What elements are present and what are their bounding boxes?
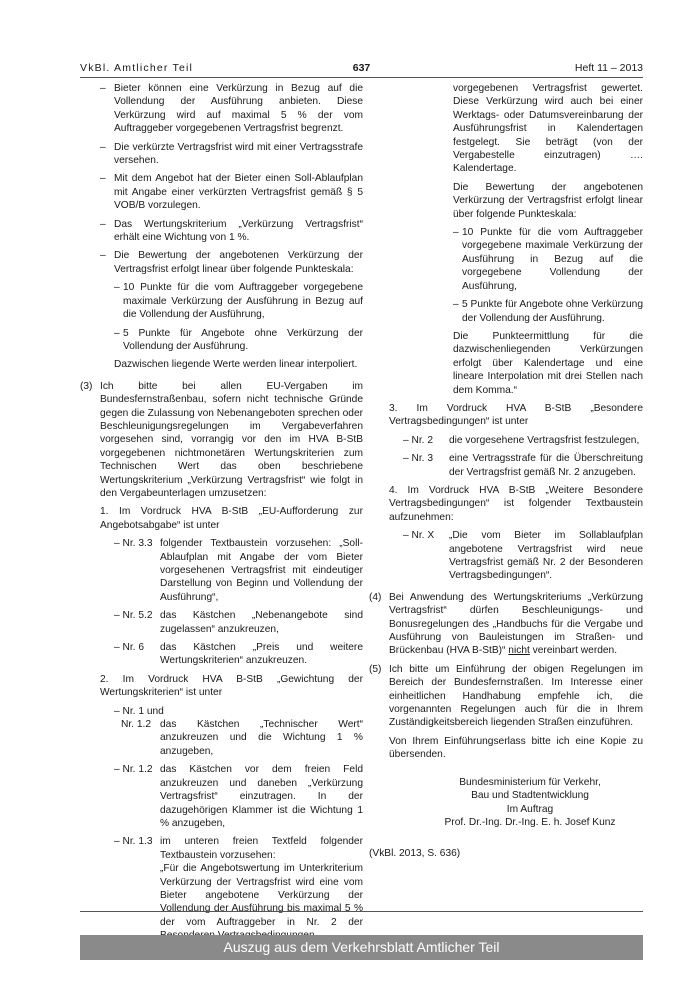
scale-item: – 5 Punkte für Angebote ohne Verkürzung der Vollendung der Ausführung.	[453, 299, 643, 324]
nr-label: – Nr. 1 und	[114, 705, 164, 717]
paragraph: Die Punkteermittlung für die dazwischenliegenden Verkürzungen erfolgt über Kalendertage und eine lineare Interpolation mit drei Stellen nach dem Komma.“	[453, 330, 643, 396]
footer-banner: Auszug aus dem Verkehrsblatt Amtlicher Teil	[80, 935, 643, 960]
nr-item: – Nr. 6 das Kästchen „Preis und weitere Wertungskriterien“ anzukreuzen.	[114, 642, 363, 667]
scale-item: – 10 Punkte für die vom Auftraggeber vorgegebene maximale Verkürzung der Ausführung in Bezug auf die Vollendung der Ausführung,	[114, 282, 363, 321]
signature-block: Bundesministerium für Verkehr, Bau und Stadtentwicklung Im Auftrag Prof. Dr.-Ing. Dr.-Ing. E. h. Josef Kunz	[444, 776, 616, 828]
citation: (VkBl. 2013, S. 636)	[369, 848, 461, 859]
paragraph: Dazwischen liegende Werte werden linear interpoliert.	[114, 359, 358, 371]
scale-item: – 5 Punkte für Angebote ohne Verkürzung der Vollendung der Ausführung.	[114, 327, 363, 352]
footer-rule	[80, 911, 643, 912]
page-number: 637	[352, 62, 371, 74]
issue-number: Heft 11 – 2013	[574, 62, 643, 74]
scale-item: – 10 Punkte für die vom Auftraggeber vorgegebene maximale Verkürzung der Ausführung in Bezug auf die vorgegebene Vollendung der Ausführung,	[453, 227, 643, 292]
paragraph: Die Bewertung der angebotenen Verkürzung der Vertragsfrist erfolgt linear über folgende Punkteskala:	[453, 181, 643, 220]
paragraph: Von Ihrem Einführungserlass bitte ich eine Kopie zu übersenden.	[389, 735, 643, 761]
nr-item: – Nr. X „Die vom Bieter im Sollablaufplan angebotene Vertragsfrist wird neue Vertragsfrist gemäß Nr. 2 der Besonderen Vertragsbedingungen“.	[403, 530, 643, 582]
nr-item: – Nr. 5.2 das Kästchen „Nebenangebote sind zugelassen“ anzukreuzen,	[114, 610, 363, 635]
numbered-item: 3. Im Vordruck HVA B-StB „Besondere Vertragsbedingungen“ ist unter	[389, 402, 643, 428]
list-item: – Mit dem Angebot hat der Bieter einen Soll-Ablaufplan mit Angabe einer verkürzten Vertragsfrist gemäß § 5 VOB/B vorzulegen.	[100, 173, 363, 212]
nr-item: – Nr. 3 eine Vertragsstrafe für die Überschreitung der Vertragsfrist gemäß Nr. 2 anzugeben.	[403, 453, 643, 478]
paragraph: vorgegebenen Vertragsfrist gewertet. Diese Verkürzung wird auch bei einer Werktags- oder Datumsvereinbarung der Ausführungsfrist in Kalendertagen festgelegt. Sie beträgt (von der Vergabestelle einzutragen) …. Kalendertage.	[453, 83, 643, 175]
list-item: – Die Bewertung der angebotenen Verkürzung der Vertragsfrist erfolgt linear über folgende Punkteskala:	[100, 250, 363, 275]
section-3: (3) Ich bitte bei allen EU-Vergaben im Bundesfernstraßenbau, sofern nicht technische Gründe gegen die Zulassung von Nebenangeboten sprechen oder Beschleunigungsregelungen im Vergabeverfahren vorgesehen sind, vorrangig vor den im HVA B-StB vorgegebenen nichtmonetären Wertungskriterien zum Technischen Wert das oben beschriebene Wertungskriterium „Verkürzung Vertragsfrist“ wie folgt in den Vergabeunterlagen umzusetzen:	[80, 380, 363, 499]
list-item: – Bieter können eine Verkürzung in Bezug auf die Vollendung der Ausführung anbieten. Diese Verkürzung wird auf maximal 5 % der vom Auftraggeber vorgegebenen Vertragsfrist begrenzt.	[100, 83, 363, 135]
numbered-item: 1. Im Vordruck HVA B-StB „EU-Aufforderung zur Angebotsabgabe“ ist unter	[100, 506, 363, 531]
left-column	[80, 82, 363, 943]
right-column	[369, 82, 643, 829]
header-rule	[80, 77, 643, 78]
list-item: – Die verkürzte Vertragsfrist wird mit einer Vertragsstrafe versehen.	[100, 141, 363, 167]
numbered-item: 2. Im Vordruck HVA B-StB „Gewichtung der Wertungskriterien“ ist unter	[100, 673, 363, 699]
running-header	[80, 62, 643, 78]
journal-name: VkBl. Amtlicher Teil	[80, 62, 194, 74]
section-5: (5) Ich bitte um Einführung der obigen Regelungen im Bereich der Bundesfernstraßen. Im Interesse einer einheitlichen Handhabung empfehle ich, die vorgenannten Regelungen auch für die in Ihrem Zuständigkeitsbereich liegenden Straßen einzuführen.	[369, 663, 643, 729]
nr-item: – Nr. 1.3 im unteren freien Textfeld folgender Textbaustein vorzusehen: „Für die Angebotswertung im Unterkriterium Verkürzung der Vertragsfrist wird eine vom Bieter angebotene Verkürzung der Vollendung der Ausführung bis maximal 5 % der vom Auftraggeber in Nr. 2 der	[114, 836, 363, 928]
nr-item: – Nr. 3.3 folgender Textbaustein vorzusehen: „Soll-Ablaufplan mit Angabe der vom Bieter vorgesehenen Vertragsfrist mit eindeutiger Darstellung von Beginn und Vollendung der Ausführung“,	[114, 538, 363, 603]
nr-item: Nr. 1.2 das Kästchen „Technischer Wert“ anzukreuzen und die Wichtung 1 % anzugeben,	[121, 719, 363, 757]
section-4: (4) Bei Anwendung des Wertungskriteriums „Verkürzung Vertragsfrist“ dürfen Beschleunigungs- und Bonusregelungen des „Handbuchs für die Vergabe und Ausführung von Bauleistungen im Straßen- und Brückenbau (HVA B-StB)“ nicht vereinbart werden.	[369, 591, 643, 657]
list-item: – Das Wertungskriterium „Verkürzung Vertragsfrist“ erhält eine Wichtung von 1 %.	[100, 218, 363, 244]
nr-item: – Nr. 1.2 das Kästchen vor dem freien Feld anzukreuzen und daneben „Verkürzung Vertragsfrist“ einzutragen. In der dazugehörigen Klammer ist die Wichtung 1 % anzugeben,	[114, 764, 363, 829]
numbered-item: 4. Im Vordruck HVA B-StB „Weitere Besondere Vertragsbedingungen“ ist folgender Textbaustein aufzunehmen:	[389, 484, 643, 523]
nr-item: – Nr. 2 die vorgesehene Vertragsfrist festzulegen,	[403, 434, 640, 446]
